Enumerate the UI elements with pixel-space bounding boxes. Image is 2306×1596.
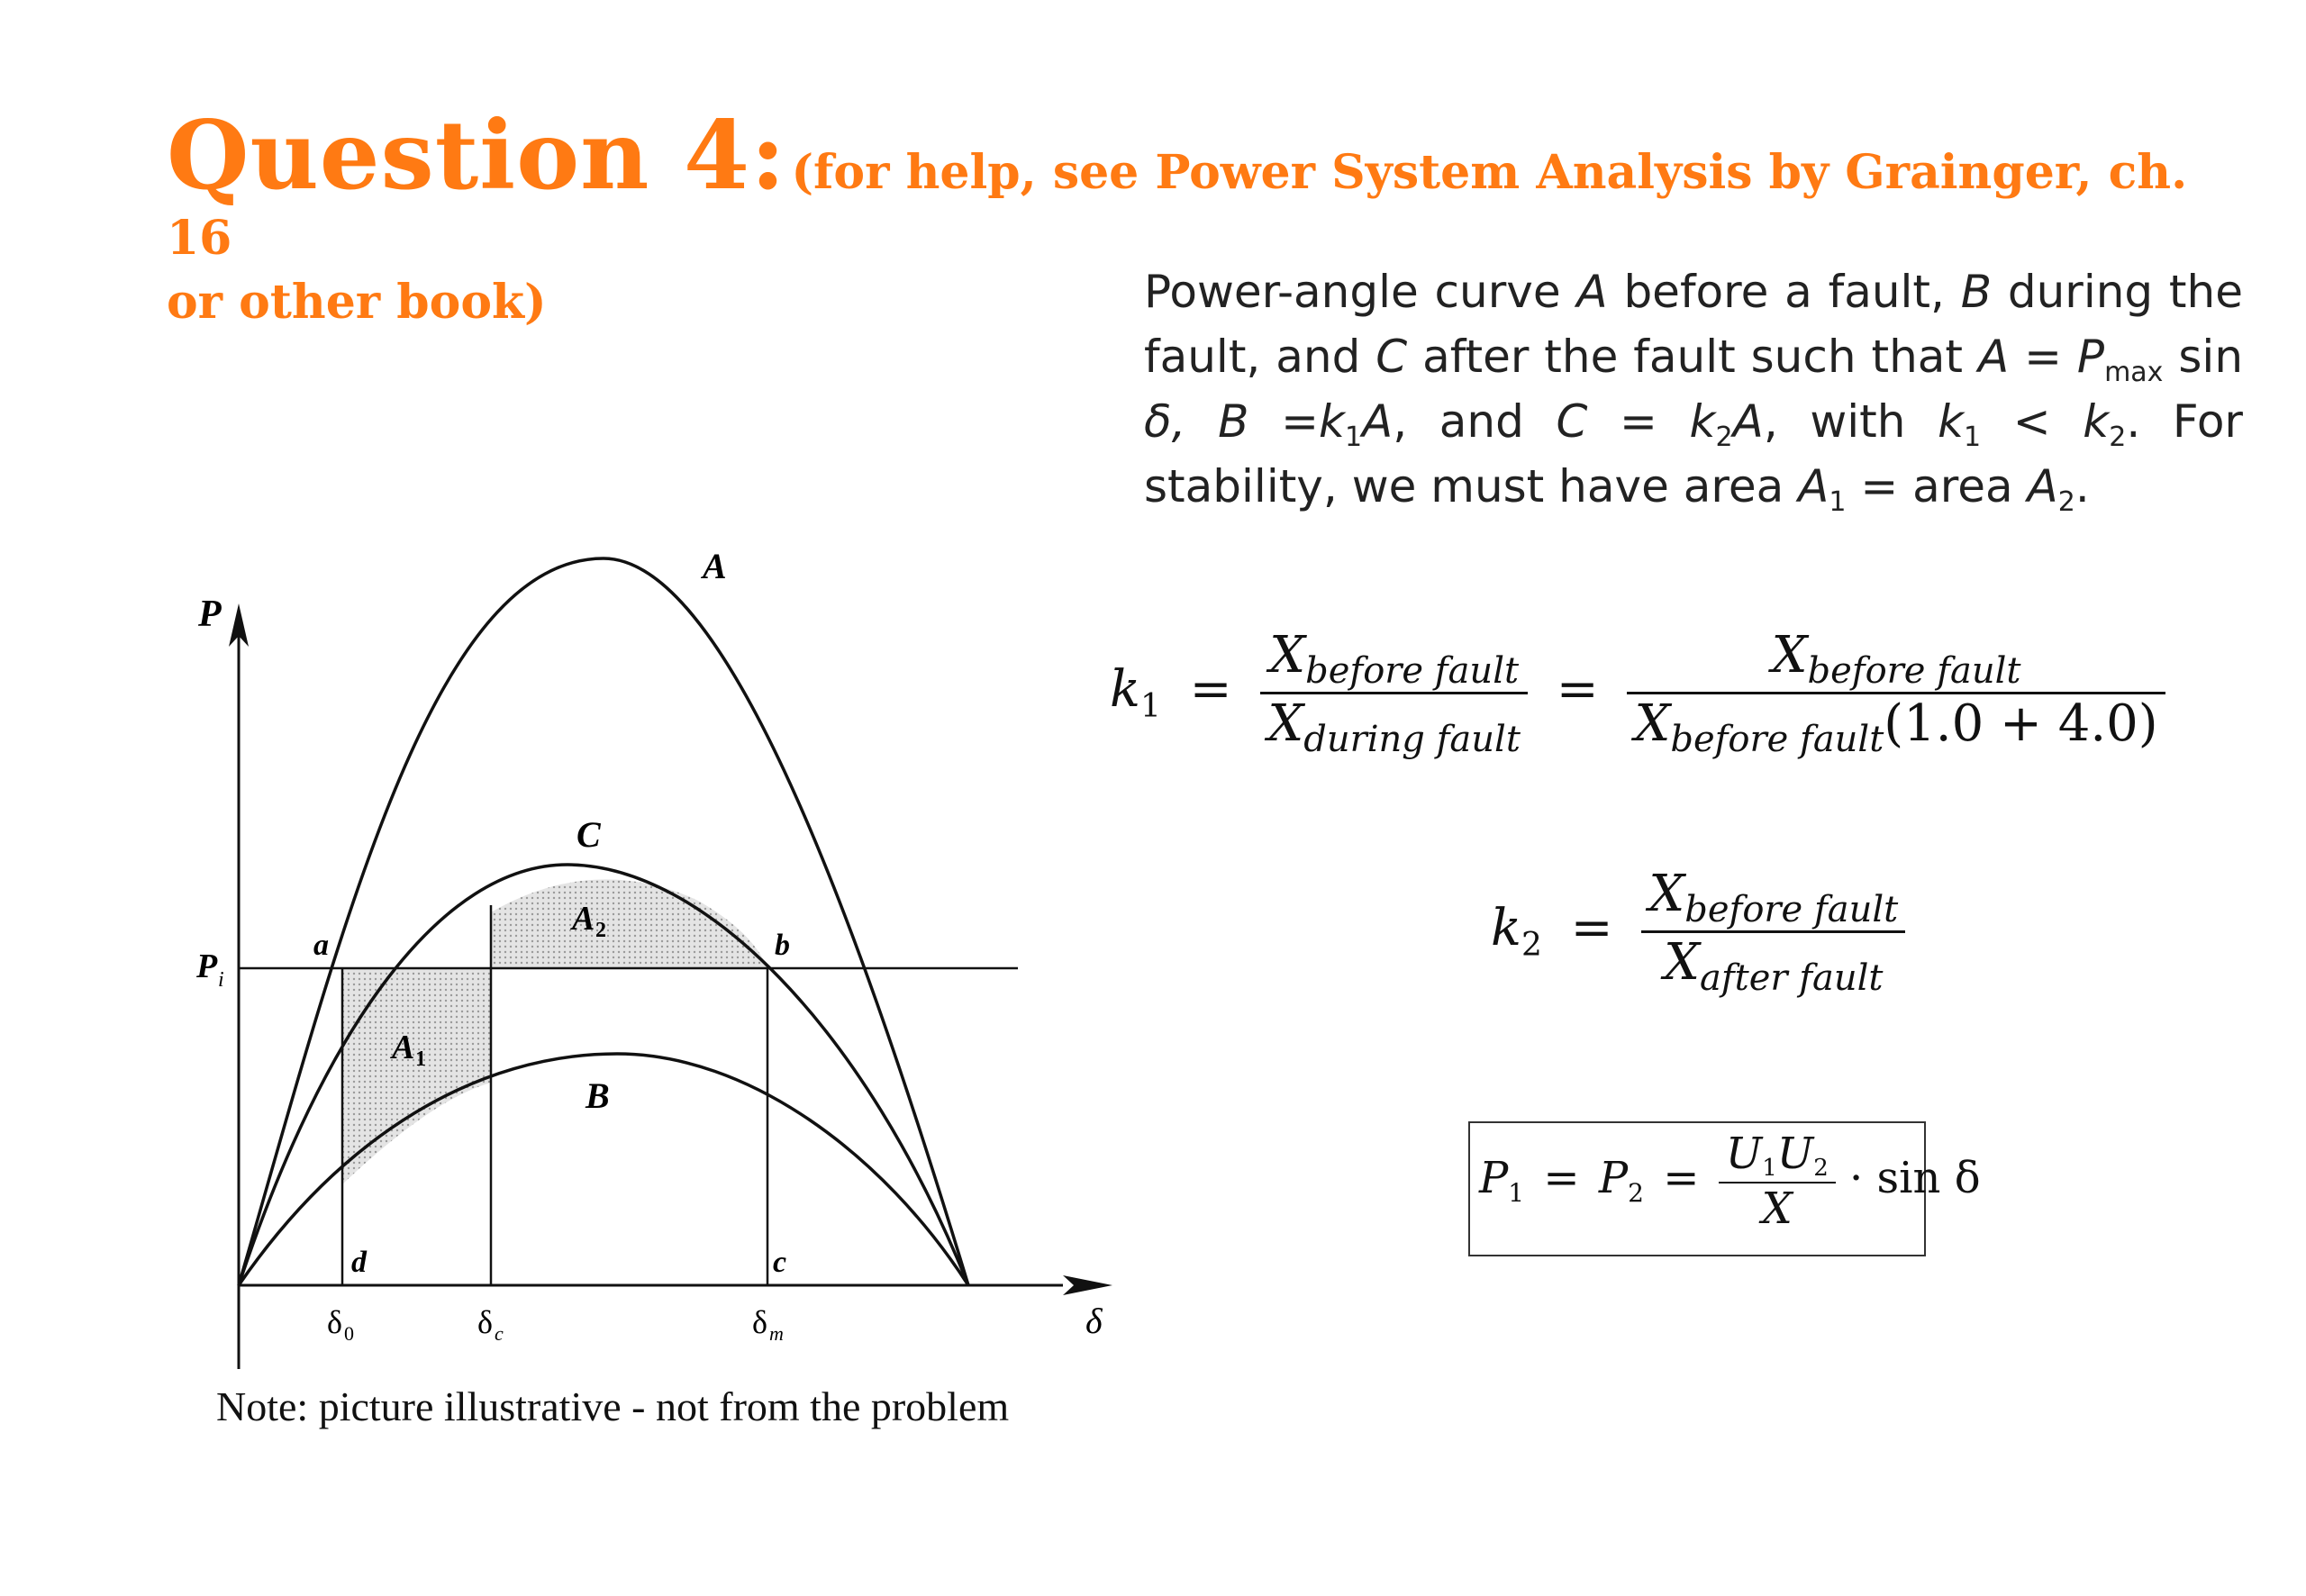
eq-subscript: 1 <box>1139 688 1161 725</box>
desc-symbol: A <box>1732 395 1764 448</box>
desc-symbol: A <box>1362 395 1394 448</box>
eq-symbol: P <box>1598 1153 1629 1203</box>
desc-text: . For stability, we must have area <box>1144 395 2243 512</box>
eq-subscript: 2 <box>1813 1155 1829 1182</box>
desc-text: after the fault such that <box>1407 331 1978 383</box>
desc-symbol: B <box>1960 266 1993 318</box>
desc-symbol: P <box>2076 331 2105 383</box>
problem-description <box>1144 259 2243 519</box>
eq-symbol: X <box>1269 626 1306 685</box>
power-angle-diagram <box>162 522 1153 1369</box>
x-axis-arrow <box>1063 1275 1112 1295</box>
desc-subscript: 1 <box>1344 422 1363 453</box>
desc-symbol: k <box>1318 395 1345 448</box>
eq-symbol: X <box>1634 694 1671 753</box>
desc-symbol: k <box>1689 395 1716 448</box>
curve-b-label: B <box>586 1075 610 1116</box>
deltam-label: δ <box>752 1304 767 1340</box>
eq-operator: = <box>1543 1153 1580 1203</box>
point-b-label: b <box>775 929 790 962</box>
desc-symbol: k <box>2083 395 2110 448</box>
desc-text: = <box>2009 331 2077 383</box>
deltam-label-sub: m <box>769 1322 784 1345</box>
eq-symbol: X <box>1664 933 1700 992</box>
deltac-label-sub: c <box>495 1322 504 1345</box>
pi-label: P <box>196 948 218 985</box>
eq-operator: = <box>1556 660 1599 719</box>
desc-symbol: C <box>1375 331 1408 383</box>
desc-symbol: A <box>1798 460 1829 512</box>
desc-text: sin <box>2163 331 2244 383</box>
y-axis-label: P <box>198 594 222 635</box>
delta0-label: δ <box>327 1304 342 1340</box>
eq-subscript: during fault <box>1303 719 1521 760</box>
eq-subscript: 2 <box>1521 927 1542 964</box>
desc-subscript: 1 <box>1964 422 1982 453</box>
curve-a-label: A <box>703 546 727 586</box>
eq-symbol: X <box>1648 865 1685 923</box>
desc-subscript: 2 <box>1715 422 1733 453</box>
desc-text: = area <box>1846 460 2028 512</box>
eq-symbol: X <box>1771 626 1808 685</box>
eq-symbol: U <box>1776 1129 1814 1179</box>
area-a1-label: A <box>392 1029 415 1066</box>
point-c-label: c <box>773 1246 787 1279</box>
delta0-label-sub: 0 <box>344 1322 354 1345</box>
desc-text: Power-angle curve <box>1144 266 1577 318</box>
x-axis-label: δ <box>1085 1301 1103 1341</box>
desc-symbol: A <box>1977 331 2010 383</box>
area-a2-label-sub: 2 <box>595 919 606 942</box>
eq-text: · sin δ <box>1849 1153 1981 1203</box>
desc-symbol: δ, <box>1144 395 1186 448</box>
desc-text: , with <box>1763 395 1938 448</box>
eq-subscript: before fault <box>1807 650 2021 692</box>
eq-subscript: before fault <box>1670 719 1884 760</box>
desc-text: < <box>1981 395 2084 448</box>
eq-operator: = <box>1570 899 1613 957</box>
fraction <box>1641 865 1905 999</box>
eq-subscript: after fault <box>1699 957 1884 999</box>
eq-operator: = <box>1189 660 1232 719</box>
eq-subscript: 2 <box>1628 1178 1644 1208</box>
power-equation-box <box>1468 1121 1981 1256</box>
desc-symbol: B <box>1218 395 1249 448</box>
title-subtitle: (for help, see Power System Analysis by Grainger, ch. 16 <box>167 145 2188 266</box>
fraction <box>1627 626 2165 760</box>
area-a1-label-sub: 1 <box>415 1047 426 1071</box>
eq-symbol: U <box>1725 1129 1763 1179</box>
desc-symbol: A <box>1576 266 1608 318</box>
eq-subscript: 1 <box>1762 1155 1777 1182</box>
eq-symbol: P <box>1479 1153 1509 1203</box>
title-main: Question 4: <box>167 99 786 211</box>
area-a2-shading <box>491 879 767 968</box>
desc-text: , and <box>1393 395 1557 448</box>
illustration-note: Note: picture illustrative - not from the problem <box>216 1383 1010 1429</box>
point-a-label: a <box>313 929 329 962</box>
equation-k2 <box>1491 865 1905 999</box>
eq-operator: = <box>1663 1153 1700 1203</box>
desc-symbol: k <box>1938 395 1965 448</box>
eq-symbol: k <box>1491 899 1521 957</box>
point-d-label: d <box>351 1246 367 1279</box>
eq-subscript: before fault <box>1305 650 1520 692</box>
desc-subscript: max <box>2104 357 2164 388</box>
desc-subscript: 2 <box>2057 486 2075 518</box>
equation-k1 <box>1110 626 2165 760</box>
desc-subscript: 2 <box>2109 422 2127 453</box>
eq-text: (1.0 + 4.0) <box>1884 694 2158 753</box>
desc-text: = <box>1587 395 1690 448</box>
eq-symbol: X <box>1761 1183 1793 1234</box>
area-a2-label: A <box>572 900 595 938</box>
eq-symbol: X <box>1267 694 1304 753</box>
power-equation <box>1479 1129 1981 1234</box>
desc-text <box>1185 395 1218 448</box>
pi-label-sub: i <box>218 968 224 992</box>
desc-text: . <box>2074 460 2090 512</box>
desc-text: during the fault, and <box>1144 266 2243 383</box>
fraction <box>1719 1129 1836 1234</box>
desc-symbol: A <box>2027 460 2058 512</box>
desc-symbol: C <box>1556 395 1588 448</box>
title-subtitle-continued: or other book) <box>167 275 547 330</box>
desc-text: before a fault, <box>1607 266 1961 318</box>
eq-subscript: 1 <box>1508 1178 1525 1208</box>
eq-subscript: before fault <box>1684 889 1899 930</box>
eq-symbol: k <box>1110 660 1140 719</box>
desc-subscript: 1 <box>1829 486 1847 518</box>
area-a1-shading <box>342 968 491 1184</box>
deltac-label: δ <box>477 1304 493 1340</box>
fraction <box>1260 626 1528 760</box>
curve-c-label: C <box>576 814 601 855</box>
desc-text: = <box>1248 395 1319 448</box>
